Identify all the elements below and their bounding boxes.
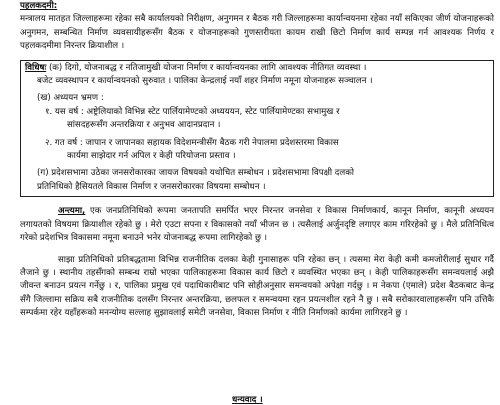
section-initiative-heading: पहलकदमी:: [20, 1, 58, 11]
section-special-heading: विधिषः: [25, 62, 47, 73]
section-initiative: [20, 0, 494, 54]
special-kha: (ख) अध्ययन भ्रमण :: [37, 93, 104, 104]
section-initiative-text: मन्त्रालय मातहत जिल्लाहरूमा रहेका सबै कार्यालयको निरीक्षण, अनुगमन र बैठक गरी जिल्लाहरूमा कार्यान्वयनमा रहेका नयाँ सकिएका जीर्ण योजनाहरूको अनुगमन, सम्बन्धित निर्माण व्यवसायीहरूसँग बैठक र योजनाहरूको गुणस्तरीयता कायम राखी छिटो निर्माण कार्य सम्पन्न गर्न आवश्यक निर्णय र पहलकदमीमा निरन्तर क्रियाशील ।: [20, 14, 494, 52]
special-ka-line1: (क) दिगो, योजनाबद्ध र नतिजामुखी योजना निर्माण र कार्यान्वयनका लागि आवश्यक नीतिगत व्यवस्था ।: [48, 62, 367, 73]
section-conclusion-heading: अन्त्यमा,: [58, 206, 86, 217]
section-conclusion-text: एक जनप्रतिनिधिको रूपमा जनतापति समर्पित भएर निरन्तर जनसेवा र विकास निर्माणकार्य, कानून निर्माण, कानूनी अध्ययन लगायतको विषयमा क्रियाशील रहेको छु । मेरो एउटा सपना र विकासको नयाँ भीजन छ । त्यसैलाई अर्जुनदृष्टि लगाएर काम गरिरहेको छु । मैले प्रतिनिधित्व गरेको प्रदेशभित्र विकासमा नमूना बनाउने भनेर योजनाबद्ध रूपमा लागिरहेको छु ।: [20, 206, 494, 244]
special-kha2-line2: कार्यमा साझेदार गर्न अपिल र केही परियोजना प्रस्ताव ।: [67, 151, 236, 162]
special-kha1-line1: १. यस वर्ष : अष्ट्रेलियाको विभिन्न स्टेट पार्लियामेण्टको अध्यययन, स्टेट पार्लियामेण्टका सभामुख र: [45, 106, 340, 117]
special-kha1-line2: सांसदहरूसँग अन्तरक्रिया र अनुभव आदानप्रदान ।: [67, 120, 221, 131]
special-ka-line2: बजेट व्यवस्थापन र कार्यान्वयनको सुरुवात । पालिका केन्द्रलाई नयाँ शहर निर्माण नमूना योजनाहरू सञ्चालन ।: [37, 76, 373, 87]
special-kha2-line1: २. गत वर्ष : जापान र जापानका सहायक विदेशमन्त्रीसँग बैठक गरी नेपालमा प्रदेशस्तरमा विकास: [45, 137, 339, 148]
section-closing: साझा प्रतिनिधिको प्रतिबद्धतामा विभिन्न राजनीतिक दलका केही गुनासाहरू पनि रहेका छन् । त्यसमा मेरा केही कमी कमजोरीलाई सुधार गर्दै लैजाने छु । स्थानीय तहसँगको सम्बन्ध राम्रो भएका पालिकाहरूमा विकास कार्य छिटो र व्यवस्थित भएका छन् । केही पालिकाहरूसँग समन्वयलाई अझै जीवन्त बनाउन प्रयत्न गर्नेछु । र, पालिका प्रमुख एवं पदाधिकारीबाट पनि सोहीअनुसार समन्वयको अपेक्षा गर्दछु । म नेकपा (एमाले) प्रदेश बैठकबाट केन्द्र सँगै जिल्लामा सक्रिय सबै राजनीतिक दलसँग निरन्तर अन्तरक्रिया, छलफल र समन्वयमा रहन प्रयत्नशील रहने नै छु । सबै सरोकारवालाहरूसँग पनि उत्तिकै सम्पर्कमा रहेर यहाँहरूको मनन्योग्य सल्लाह सुझावलाई समेटी जनसेवा, विकास निर्माण र नीति निर्माणको कार्यमा लागिरहने छु ।: [20, 254, 494, 319]
section-conclusion: [20, 205, 494, 245]
thank-you: धन्यवाद ।: [232, 395, 263, 405]
special-ga-line1: (ग) प्रदेशसभामा उठेका जनसरोकारका जायज विषयको यथोचित सम्बोधन । प्रदेशसभामा विपक्षी दलको: [37, 168, 355, 179]
section-special: [20, 60, 494, 198]
special-ga-line2: प्रतिनिधिको हैसियतले विकास निर्माण र जनसरोकारका विषयमा सम्बोधन ।: [37, 181, 266, 192]
